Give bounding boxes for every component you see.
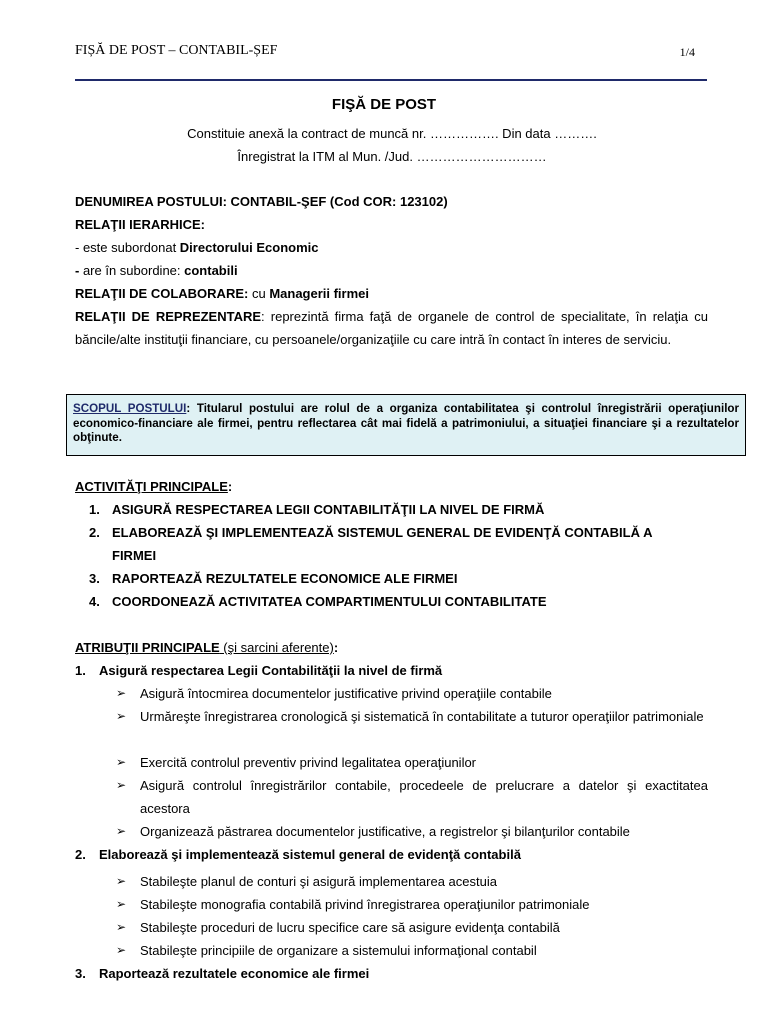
annex-line: Constituie anexă la contract de muncă nr. ……………. Din data ………. — [187, 126, 597, 141]
activity-item: COORDONEAZĂ ACTIVITATEA COMPARTIMENTULUI CONTABILITATE — [112, 594, 547, 609]
arrow-bullet-icon: ➢ — [116, 824, 127, 838]
section-number: 1. — [75, 663, 86, 678]
header-title: FIȘĂ DE POST – CONTABIL-ȘEF — [75, 43, 278, 58]
arrow-bullet-icon: ➢ — [116, 709, 127, 723]
attributions-title-text: ATRIBUŢII PRINCIPALE — [75, 640, 220, 655]
section-title: Elaborează şi implementează sistemul general de evidenţă contabilă — [99, 847, 521, 862]
collab-prefix: cu — [248, 286, 270, 301]
scope-text: Titularul postului are rolul de a organiza contabilitatea şi controlul înregistrării operaţiunilor economico-financiare ale firmei, pentru reflectarea cât mai fidelă a patrimoniului, a situaţiei financiare şi a rezultatelor obţinute. — [73, 402, 740, 444]
subordinates-value: contabili — [184, 263, 238, 278]
scope-label: SCOPUL POSTULUI — [73, 402, 187, 415]
hierarchy-title: RELAŢII IERARHICE: — [75, 217, 205, 232]
bullet-item: Stabileşte monografia contabilă privind înregistrarea operaţiunilor patrimoniale — [140, 897, 590, 912]
section-title: Asigură respectarea Legii Contabilităţii la nivel de firmă — [99, 663, 443, 678]
bullet-item: Asigură întocmirea documentelor justificative privind operaţiile contabile — [140, 686, 552, 701]
arrow-bullet-icon: ➢ — [116, 897, 127, 911]
activity-item: RAPORTEAZĂ REZULTATELE ECONOMICE ALE FIRMEI — [112, 571, 458, 586]
post-name: DENUMIREA POSTULUI: CONTABIL-ŞEF (Cod COR: 123102) — [75, 194, 448, 209]
activities-colon: : — [227, 479, 233, 494]
arrow-bullet-icon: ➢ — [116, 778, 127, 792]
arrow-bullet-icon: ➢ — [116, 874, 127, 888]
section-number: 3. — [75, 966, 86, 981]
repr-text: : reprezintă firma faţă de organele de control de specialitate, în relaţia cu băncile/alte instituţii financiare, cu persoanele/organizaţiile cu care intră în contact în interes de serviciu. — [75, 309, 708, 347]
bullet-item: Stabileşte proceduri de lucru specifice care să asigure evidenţa contabilă — [140, 920, 560, 935]
bullet-item: Stabileşte principiile de organizare a sistemului informaţional contabil — [140, 943, 537, 958]
activity-item-continuation: FIRMEI — [112, 548, 157, 563]
arrow-bullet-icon: ➢ — [116, 686, 127, 700]
activity-item: ASIGURĂ RESPECTAREA LEGII CONTABILITĂŢII LA NIVEL DE FIRMĂ — [112, 502, 545, 517]
activities-title-text: ACTIVITĂŢI PRINCIPALE — [75, 479, 228, 494]
header-divider — [75, 79, 707, 81]
collab-value: Managerii firmei — [269, 286, 370, 301]
attributions-title — [75, 640, 338, 655]
attributions-colon: : — [333, 640, 339, 655]
representation-paragraph — [75, 305, 708, 351]
activity-item: ELABOREAZĂ ŞI IMPLEMENTEAZĂ SISTEMUL GENERAL DE EVIDENŢĂ CONTABILĂ A — [112, 525, 653, 540]
bullet-item: Stabileşte planul de conturi şi asigură implementarea acestuia — [140, 874, 497, 889]
scope-colon: : — [186, 402, 191, 415]
section-number: 2. — [75, 847, 86, 862]
scope-box — [66, 394, 746, 456]
subordinates-line — [75, 263, 238, 278]
attributions-subtitle: (şi sarcini aferente) — [219, 640, 334, 655]
activity-number: 3. — [89, 571, 100, 586]
section-title: Raportează rezultatele economice ale firmei — [99, 966, 370, 981]
page-number: 1/4 — [679, 45, 695, 59]
activities-title — [75, 479, 232, 494]
activity-number: 2. — [89, 525, 100, 540]
bullet-item: Urmăreşte înregistrarea cronologică şi sistematică în contabilitate a tuturor operaţiilor patrimoniale — [140, 709, 704, 724]
arrow-bullet-icon: ➢ — [116, 755, 127, 769]
arrow-bullet-icon: ➢ — [116, 943, 127, 957]
subordinate-to: Directorului Economic — [179, 240, 319, 255]
arrow-bullet-icon: ➢ — [116, 920, 127, 934]
activity-number: 4. — [89, 594, 100, 609]
subordinate-line — [75, 240, 319, 255]
repr-label: RELAŢII DE REPREZENTARE — [75, 309, 262, 324]
collab-label: RELAŢII DE COLABORARE: — [75, 286, 249, 301]
itm-line: Înregistrat la ITM al Mun. /Jud. ………………………… — [237, 149, 547, 164]
document-title: FIŞĂ DE POST — [331, 96, 437, 113]
bullet-item: Organizează păstrarea documentelor justificative, a registrelor şi bilanţurilor contabile — [140, 824, 630, 839]
activity-number: 1. — [89, 502, 100, 517]
page-header — [75, 43, 695, 59]
collaboration-line — [75, 286, 369, 301]
bullet-item: Asigură controlul înregistrărilor contabile, procedeele de prelucrare a datelor şi exactitatea acestora — [140, 778, 708, 816]
bullet-item: Exercită controlul preventiv privind legalitatea operaţiunilor — [140, 755, 477, 770]
subordinates-dash: - — [75, 263, 80, 278]
subordinate-prefix: - este subordonat — [75, 240, 180, 255]
subordinates-prefix: are în subordine: — [79, 263, 185, 278]
